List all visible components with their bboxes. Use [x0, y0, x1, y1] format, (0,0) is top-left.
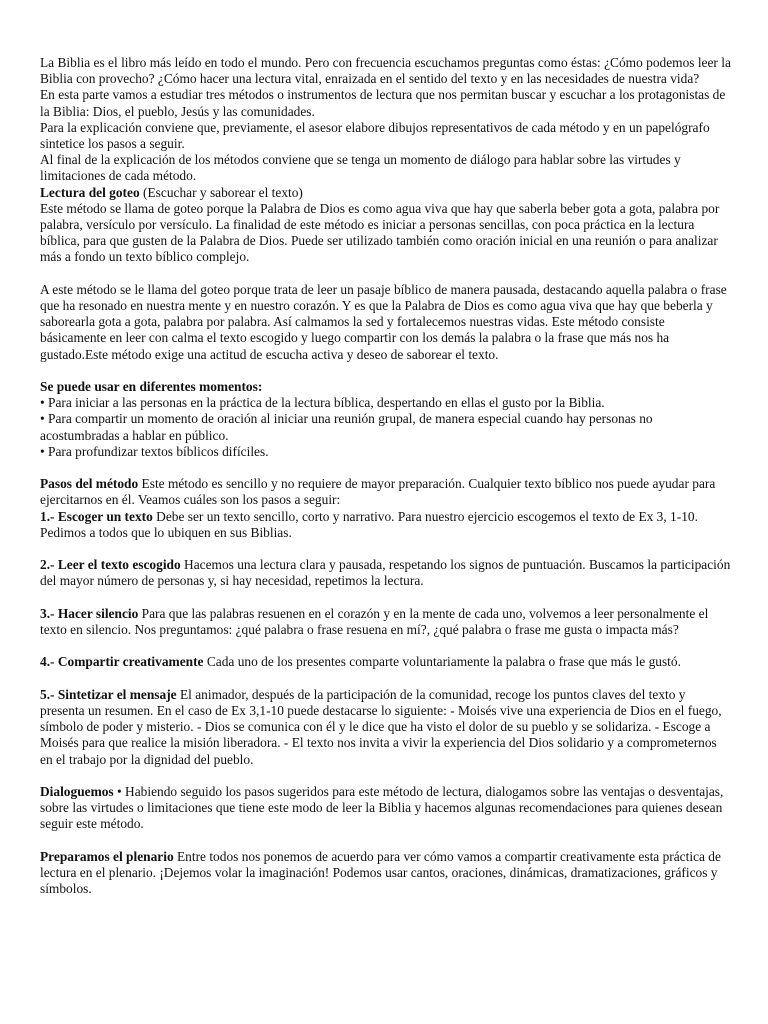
pasos-paragraph	[40, 476, 732, 508]
spacer	[40, 833, 732, 849]
intro-paragraph-1: La Biblia es el libro más leído en todo el mundo. Pero con frecuencia escuchamos preguntas como éstas: ¿Cómo podemos leer la Biblia con provecho? ¿Cómo hacer una lectura vital, enraizada en el sentido del texto y en las necesidades de nuestra vida?	[40, 55, 731, 87]
goteo-paragraph-2: A este método se le llama del goteo porque trata de leer un pasaje bíblico de manera pausada, destacando aquella palabra o frase que ha resonado en nuestra mente y en nuestro corazón. Y es que la Palabra de Dios es como agua viva que hay que beberla y saborearla gota a gota, palabra por palabra. Así calmamos la sed y fortalecemos nuestras vidas. Este método consiste básicamente en leer con calma el texto escogido y luego compartir con los demás la palabra o la frase que más nos ha gustado.Este método exige una actitud de escucha activa y deseo de saborear el texto.	[40, 281, 727, 362]
step-1-title: 1.- Escoger un texto	[40, 508, 153, 524]
spacer	[40, 541, 732, 557]
step-4-title: 4.- Compartir creativamente	[40, 654, 204, 670]
step-5-text: El animador, después de la participación de la comunidad, recoge los puntos claves del texto y presenta un resumen. En el caso de Ex 3,1-10 puede destacarse lo siguiente: - Moisés vive una experiencia de Dios en el fuego, símbolo de poder y misterio. - Dios se comunica con él y le dice que ha visto el dolor de su pueblo y se solidariza. - Escoge a Moisés para que realice la misión liberadora. - El texto nos invita a vivir la experiencia del Dios solidario y a comprometernos en el trabajo por la dignidad del pueblo.	[40, 686, 722, 767]
goteo-paragraph-1: Este método se llama de goteo porque la Palabra de Dios es como agua viva que hay que saberla beber gota a gota, palabra por palabra, versículo por versículo. La finalidad de este método es iniciar a personas sencillas, con poca práctica en la lectura bíblica, para que gusten de la Palabra de Dios. Puede ser utilizado también como oración inicial en una reunión o para analizar más a fondo un texto bíblico complejo.	[40, 200, 720, 265]
spacer	[40, 266, 732, 282]
dialoguemos-heading: Dialoguemos	[40, 784, 114, 800]
plenario-paragraph	[40, 849, 732, 898]
step-4-text: Cada uno de los presentes comparte voluntariamente la palabra o frase que más le gustó.	[203, 654, 681, 670]
list-item: • Para compartir un momento de oración al iniciar una reunión grupal, de manera especial cuando hay personas no acostumbradas a hablar en público.	[40, 411, 653, 443]
step-5	[40, 687, 732, 768]
spacer	[40, 590, 732, 606]
momentos-heading-line	[40, 379, 732, 395]
goteo-subtitle: (Escuchar y saborear el texto)	[139, 184, 303, 200]
goteo-heading-line	[40, 185, 732, 201]
momentos-heading: Se puede usar en diferentes momentos:	[40, 379, 263, 395]
step-2-text: Hacemos una lectura clara y pausada, respetando los signos de puntuación. Buscamos la participación del mayor número de personas y, si hay necesidad, repetimos la lectura.	[40, 557, 731, 589]
spacer	[40, 671, 732, 687]
spacer	[40, 363, 732, 379]
spacer	[40, 768, 732, 784]
step-1-text: Debe ser un texto sencillo, corto y narrativo. Para nuestro ejercicio escogemos el texto de Ex 3, 1-10. Pedimos a todos que lo ubiquen en sus Biblias.	[40, 508, 698, 540]
momentos-list	[40, 395, 732, 460]
spacer	[40, 638, 732, 654]
plenario-heading: Preparamos el plenario	[40, 848, 174, 864]
step-3	[40, 606, 732, 638]
pasos-heading: Pasos del método	[40, 476, 139, 492]
step-2	[40, 557, 732, 589]
spacer	[40, 460, 732, 476]
intro-paragraph-2: En esta parte vamos a estudiar tres métodos o instrumentos de lectura que nos permitan buscar y escuchar a los protagonistas de la Biblia: Dios, el pueblo, Jesús y las comunidades.	[40, 87, 726, 119]
list-item: • Para iniciar a las personas en la práctica de la lectura bíblica, despertando en ellas el gusto por la Biblia.	[40, 395, 605, 411]
dialoguemos-text: • Habiendo seguido los pasos sugeridos para este método de lectura, dialogamos sobre las ventajas o desventajas, sobre las virtudes o limitaciones que tiene este modo de leer la Biblia y hacemos algunas recomendaciones para quienes desean seguir este método.	[40, 784, 724, 832]
dialoguemos-paragraph	[40, 784, 732, 833]
list-item: • Para profundizar textos bíblicos difíciles.	[40, 443, 269, 459]
plenario-text: Entre todos nos ponemos de acuerdo para ver cómo vamos a compartir creativamente esta práctica de lectura en el plenario. ¡Dejemos volar la imaginación! Podemos usar cantos, oraciones, dinámicas, dramatizaciones, gráficos y símbolos.	[40, 848, 721, 897]
goteo-heading: Lectura del goteo	[40, 184, 140, 200]
intro-paragraph-3: Para la explicación conviene que, previamente, el asesor elabore dibujos representativos de cada método y en un papelógrafo sintetice los pasos a seguir.	[40, 119, 710, 152]
intro-paragraph-4: Al final de la explicación de los métodos conviene que se tenga un momento de diálogo para hablar sobre las virtudes y limitaciones de cada método.	[40, 152, 681, 184]
step-5-title: 5.- Sintetizar el mensaje	[40, 686, 177, 702]
step-3-text: Para que las palabras resuenen en el corazón y en la mente de cada uno, volvemos a leer personalmente el texto en silencio. Nos preguntamos: ¿qué palabra o frase resuena en mí?, ¿qué palabra o frase me gusta o impacta más?	[40, 605, 709, 638]
step-2-title: 2.- Leer el texto escogido	[40, 557, 181, 573]
step-1	[40, 509, 732, 541]
pasos-text: Este método es sencillo y no requiere de mayor preparación. Cualquier texto bíblico nos puede ayudar para ejercitarnos en él. Veamos cuáles son los pasos a seguir:	[40, 476, 716, 508]
step-3-title: 3.- Hacer silencio	[40, 605, 139, 621]
step-4	[40, 654, 732, 670]
